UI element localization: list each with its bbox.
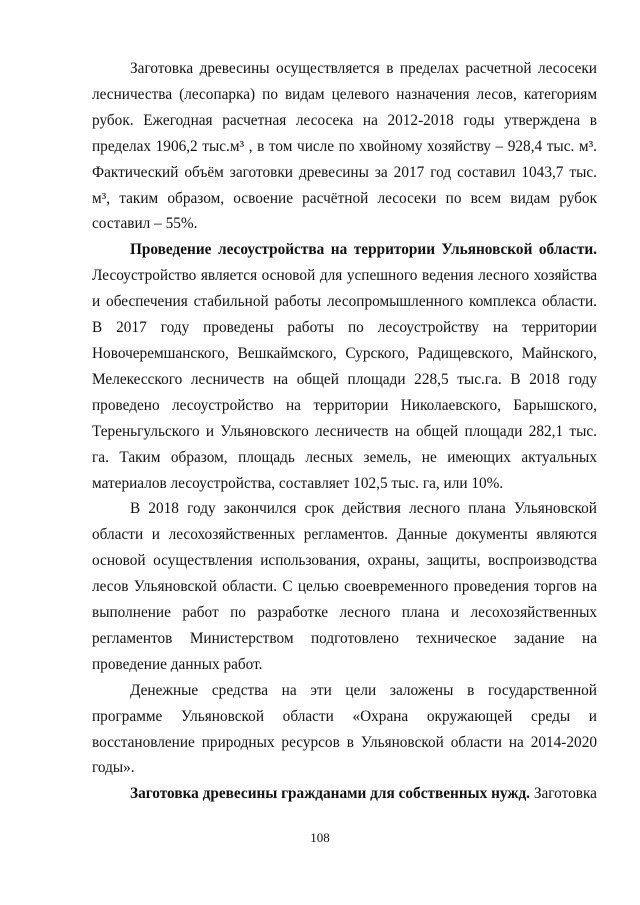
paragraph-text: Денежные средства на эти цели заложены в государственной программе Ульяновской области «Охрана окружающей среды и восстановление природных ресурсов в Ульяновской области на 2014-2020 годы».	[92, 681, 597, 777]
paragraph-funding	[92, 678, 597, 782]
paragraph-citizen-harvesting	[92, 781, 597, 807]
paragraph-text: Заготовка древесины осуществляется в пределах расчетной лесосеки лесничества (лесопарка) по видам целевого назначения лесов, категориям рубок. Ежегодная расчетная лесосека на 2012-2018 годы утверждена в пределах 1906,2 тыс.м³ , в том числе по хвойному хозяйству – 928,4 тыс. м³. Фактический объём заготовки древесины за 2017 год составил 1043,7 тыс. м³, таким образом, освоение расчётной лесосеки по всем видам рубок составил – 55%.	[92, 60, 597, 233]
document-page	[92, 56, 597, 856]
paragraph-heading: Проведение лесоустройства на территории Ульяновской области.	[130, 241, 597, 259]
paragraph-text: В 2018 году закончился срок действия лесного плана Ульяновской области и лесохозяйственных регламентов. Данные документы являются основой осуществления использования, охраны, защиты, воспроизводства лесов Ульяновской области. С целью своевременного проведения торгов на выполнение работ по разработке лесного плана и лесохозяйственных регламентов Министерством подготовлено техническое задание на проведение данных работ.	[92, 500, 597, 673]
paragraph-text: Заготовка	[530, 785, 597, 803]
paragraph-forest-plan	[92, 496, 597, 677]
paragraph-text: Лесоустройство является основой для успешного ведения лесного хозяйства и обеспечения стабильной работы лесопромышленного комплекса области. В 2017 году проведены работы по лесоустройству на территории Новочеремшанского, Вешкаймского, Сурского, Радищевского, Майнского, Мелекесского лесничеств на общей площади 228,5 тыс.га. В 2018 году проведено лесоустройство на территории Николаевского, Барышского, Тереньгульского и Ульяновского лесничеств на общей площади 282,1 тыс. га. Таким образом, площадь лесных земель, не имеющих актуальных материалов лесоустройства, составляет 102,5 тыс. га, или 10%.	[92, 267, 597, 492]
paragraph-heading: Заготовка древесины гражданами для собственных нужд.	[130, 785, 531, 803]
page-number: 108	[310, 830, 330, 845]
paragraph-forest-management	[92, 237, 597, 496]
paragraph-timber-harvesting	[92, 56, 597, 237]
